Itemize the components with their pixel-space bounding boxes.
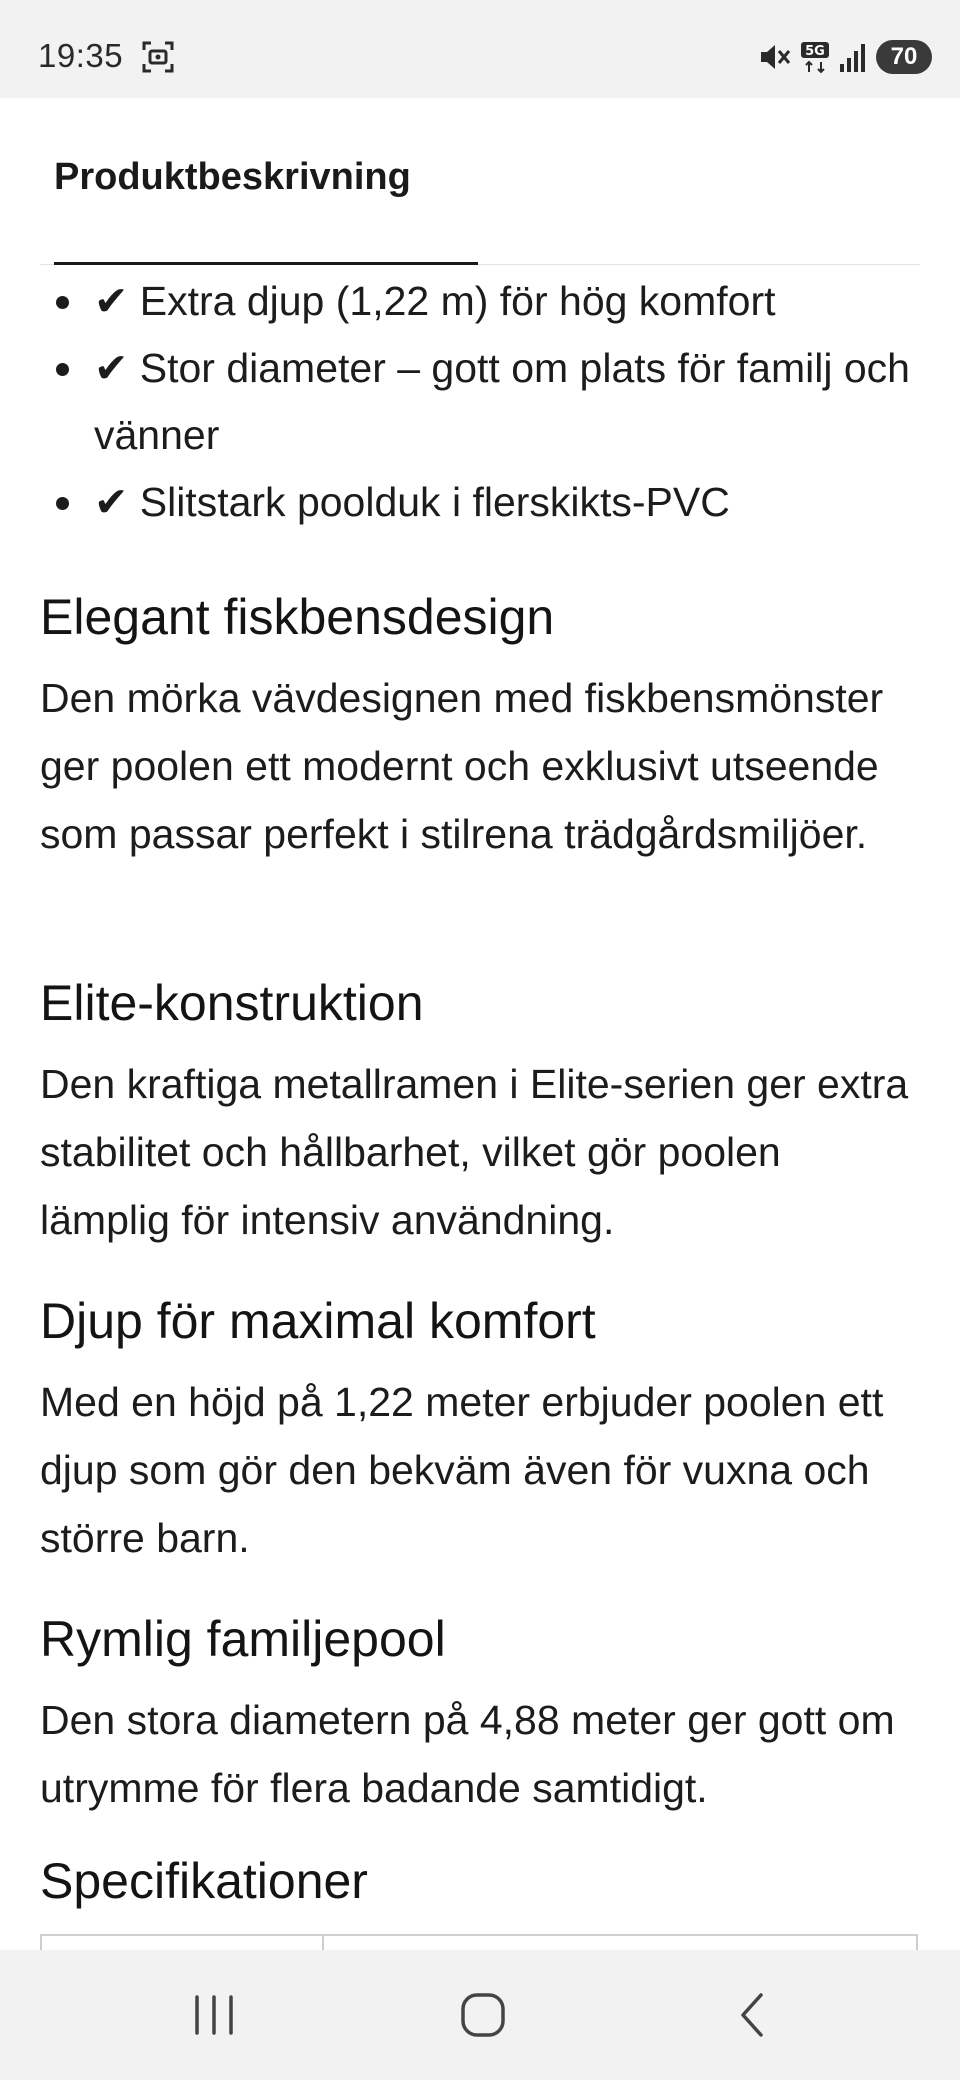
back-button[interactable] — [713, 1980, 793, 2050]
signal-icon — [838, 40, 868, 74]
list-item — [40, 335, 920, 469]
section-construction — [40, 972, 920, 1254]
screenshot-icon — [141, 40, 175, 74]
bullet-icon — [56, 363, 69, 376]
navigation-bar — [0, 1950, 960, 2080]
product-tabs — [40, 98, 920, 265]
section-heading: Elegant fiskbensdesign — [40, 589, 555, 645]
status-bar — [0, 0, 960, 98]
bullet-icon — [56, 296, 69, 309]
recent-apps-button[interactable] — [174, 1980, 254, 2050]
section-heading: Elite-konstruktion — [40, 975, 424, 1031]
section-body: Den mörka vävdesignen med fiskbensmönster ger poolen ett modernt och exklusivt utseende som passar perfekt i stilrena trädgårdsmiljöer. — [40, 675, 884, 857]
status-time: 19:35 — [38, 37, 124, 74]
svg-text:5G: 5G — [805, 44, 825, 59]
bullet-icon — [56, 497, 69, 510]
specifications-table — [40, 1934, 918, 1950]
active-tab-indicator — [54, 262, 478, 265]
product-description-content[interactable] — [0, 98, 960, 1950]
status-icons — [758, 37, 932, 77]
home-button[interactable] — [443, 1980, 523, 2050]
list-item — [40, 469, 920, 536]
table-column-divider — [322, 1936, 324, 1950]
battery-level: 70 — [890, 43, 918, 70]
recent-apps-icon — [191, 1993, 237, 2037]
section-depth — [40, 1290, 920, 1572]
list-item — [40, 268, 920, 335]
feature-text: ✔ Stor diameter – gott om plats för familj och vänner — [94, 345, 910, 458]
feature-text: ✔ Extra djup (1,22 m) för hög komfort — [94, 278, 776, 324]
mute-icon — [758, 40, 792, 74]
feature-list — [40, 268, 920, 536]
specifications-heading: Specifikationer — [40, 1853, 368, 1909]
home-icon — [459, 1991, 507, 2039]
battery-icon — [876, 40, 932, 74]
section-body: Den stora diametern på 4,88 meter ger gott om utrymme för flera badande samtidigt. — [40, 1697, 895, 1811]
network-5g-icon — [800, 40, 830, 74]
section-design — [40, 586, 920, 868]
feature-text: ✔ Slitstark poolduk i flerskikts-PVC — [94, 479, 730, 525]
section-body: Med en höjd på 1,22 meter erbjuder poolen ett djup som gör den bekväm även för vuxna och större barn. — [40, 1379, 884, 1561]
back-icon — [733, 1991, 773, 2039]
section-heading: Djup för maximal komfort — [40, 1293, 596, 1349]
section-heading: Rymlig familjepool — [40, 1611, 446, 1667]
section-family-pool — [40, 1608, 920, 1822]
tab-product-description[interactable]: Produktbeskrivning — [54, 156, 411, 198]
section-body: Den kraftiga metallramen i Elite-serien ger extra stabilitet och hållbarhet, vilket gör poolen lämplig för intensiv användning. — [40, 1061, 909, 1243]
